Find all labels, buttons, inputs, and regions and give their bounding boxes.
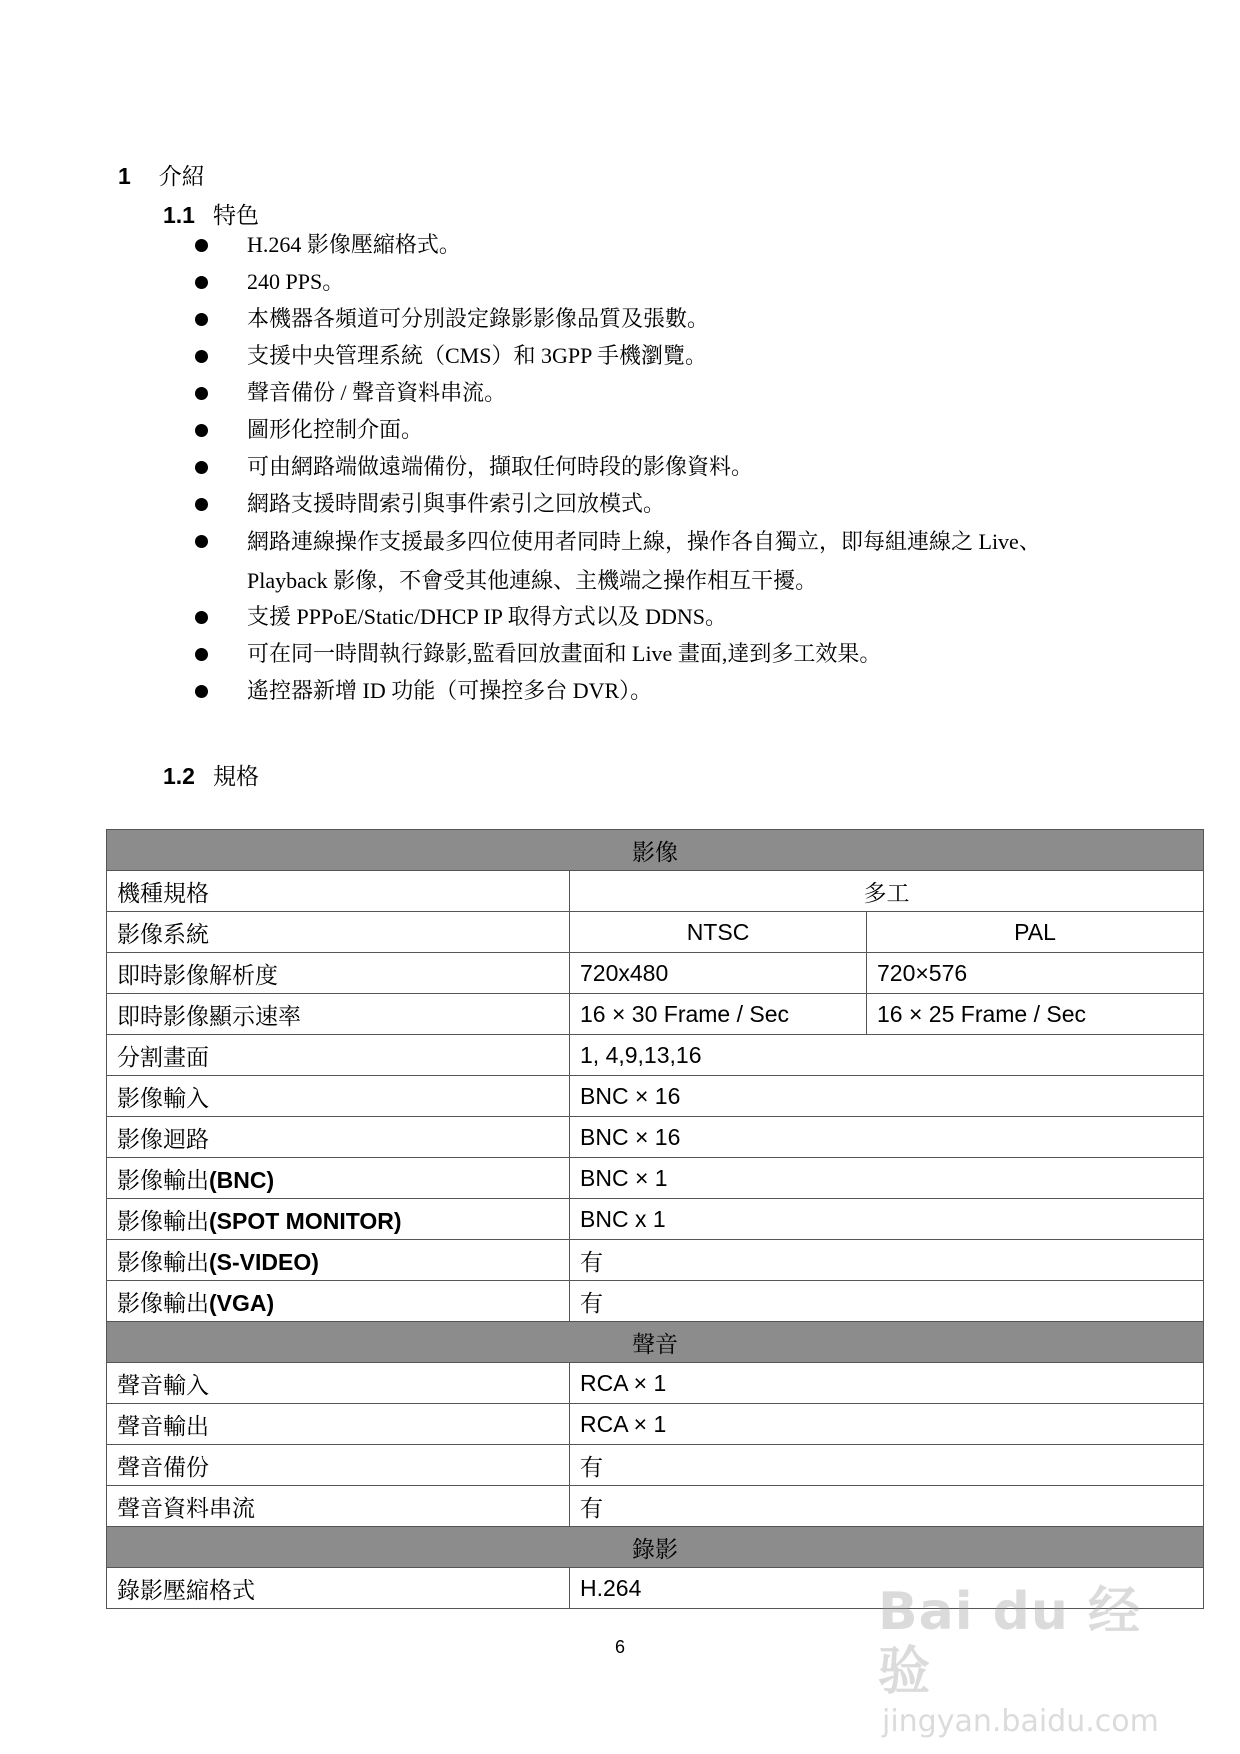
bullet-icon [195, 424, 208, 437]
table-row: 聲音輸入 RCA × 1 [107, 1363, 1204, 1404]
feature-item: 圖形化控制介面。 [195, 417, 1115, 443]
section-title: 介紹 [158, 164, 205, 190]
feature-item: H.264 影像壓縮格式。 [195, 232, 1115, 258]
bullet-icon [195, 239, 208, 252]
bullet-icon [195, 461, 208, 474]
section-title: 規格 [212, 764, 259, 790]
section-heading-1-2 [163, 758, 259, 791]
bullet-icon [195, 611, 208, 624]
feature-item: 可由網路端做遠端備份，擷取任何時段的影像資料。 [195, 454, 1115, 480]
feature-item: 聲音備份 / 聲音資料串流。 [195, 380, 1115, 406]
table-row: 影像系統 NTSC PAL [107, 912, 1204, 953]
watermark-url: jingyan.baidu.com [882, 1704, 1159, 1739]
feature-item: 可在同一時間執行錄影,監看回放畫面和 Live 畫面,達到多工效果。 [195, 641, 1115, 667]
bullet-icon [195, 535, 208, 548]
section-heading-1 [118, 158, 205, 191]
bullet-icon [195, 498, 208, 511]
bullet-icon [195, 387, 208, 400]
table-section-header: 錄影 [107, 1527, 1204, 1568]
watermark-brand: Bai du 经验 [878, 1582, 1141, 1702]
table-row: 聲音備份 有 [107, 1445, 1204, 1486]
bullet-icon [195, 685, 208, 698]
section-number: 1 [118, 163, 131, 189]
table-row: 影像輸出(VGA) 有 [107, 1281, 1204, 1322]
feature-item: 本機器各頻道可分別設定錄影影像品質及張數。 [195, 306, 1115, 332]
section-number: 1.1 [163, 202, 195, 228]
table-row: 影像輸入 BNC × 16 [107, 1076, 1204, 1117]
bullet-icon [195, 350, 208, 363]
feature-item: 遙控器新增 ID 功能（可操控多台 DVR）。 [195, 678, 1115, 704]
bullet-icon [195, 276, 208, 289]
table-row: 即時影像解析度 720x480 720×576 [107, 953, 1204, 994]
feature-item: 支援 PPPoE/Static/DHCP IP 取得方式以及 DDNS。 [195, 604, 1115, 630]
feature-item: 支援中央管理系統（CMS）和 3GPP 手機瀏覽。 [195, 343, 1115, 369]
table-row: 聲音輸出 RCA × 1 [107, 1404, 1204, 1445]
watermark-logo [878, 1582, 1168, 1739]
table-section-header: 聲音 [107, 1322, 1204, 1363]
feature-item: 網路支援時間索引與事件索引之回放模式。 [195, 491, 1115, 517]
section-title: 特色 [212, 203, 259, 229]
spec-table [106, 829, 1204, 1609]
table-row: 錄影壓縮格式 H.264 [107, 1568, 1204, 1609]
table-row: 即時影像顯示速率 16 × 30 Frame / Sec 16 × 25 Frame / Sec [107, 994, 1204, 1035]
table-section-header: 影像 [107, 830, 1204, 871]
table-row: 影像輸出(S-VIDEO) 有 [107, 1240, 1204, 1281]
page-number: 6 [614, 1637, 625, 1657]
table-row: 影像迴路 BNC × 16 [107, 1117, 1204, 1158]
table-row: 影像輸出(SPOT MONITOR) BNC x 1 [107, 1199, 1204, 1240]
bullet-icon [195, 648, 208, 661]
table-row: 聲音資料串流 有 [107, 1486, 1204, 1527]
feature-list [195, 232, 1115, 715]
feature-item: 網路連線操作支援最多四位使用者同時上線，操作各自獨立，即每組連線之 Live、Playback 影像，不會受其他連線、主機端之操作相互干擾。 [195, 522, 1115, 600]
feature-item: 240 PPS。 [195, 269, 1115, 295]
table-row: 機種規格 多工 [107, 871, 1204, 912]
section-heading-1-1 [163, 197, 259, 230]
table-row: 影像輸出(BNC) BNC × 1 [107, 1158, 1204, 1199]
table-row: 分割畫面 1, 4,9,13,16 [107, 1035, 1204, 1076]
bullet-icon [195, 313, 208, 326]
section-number: 1.2 [163, 763, 195, 789]
